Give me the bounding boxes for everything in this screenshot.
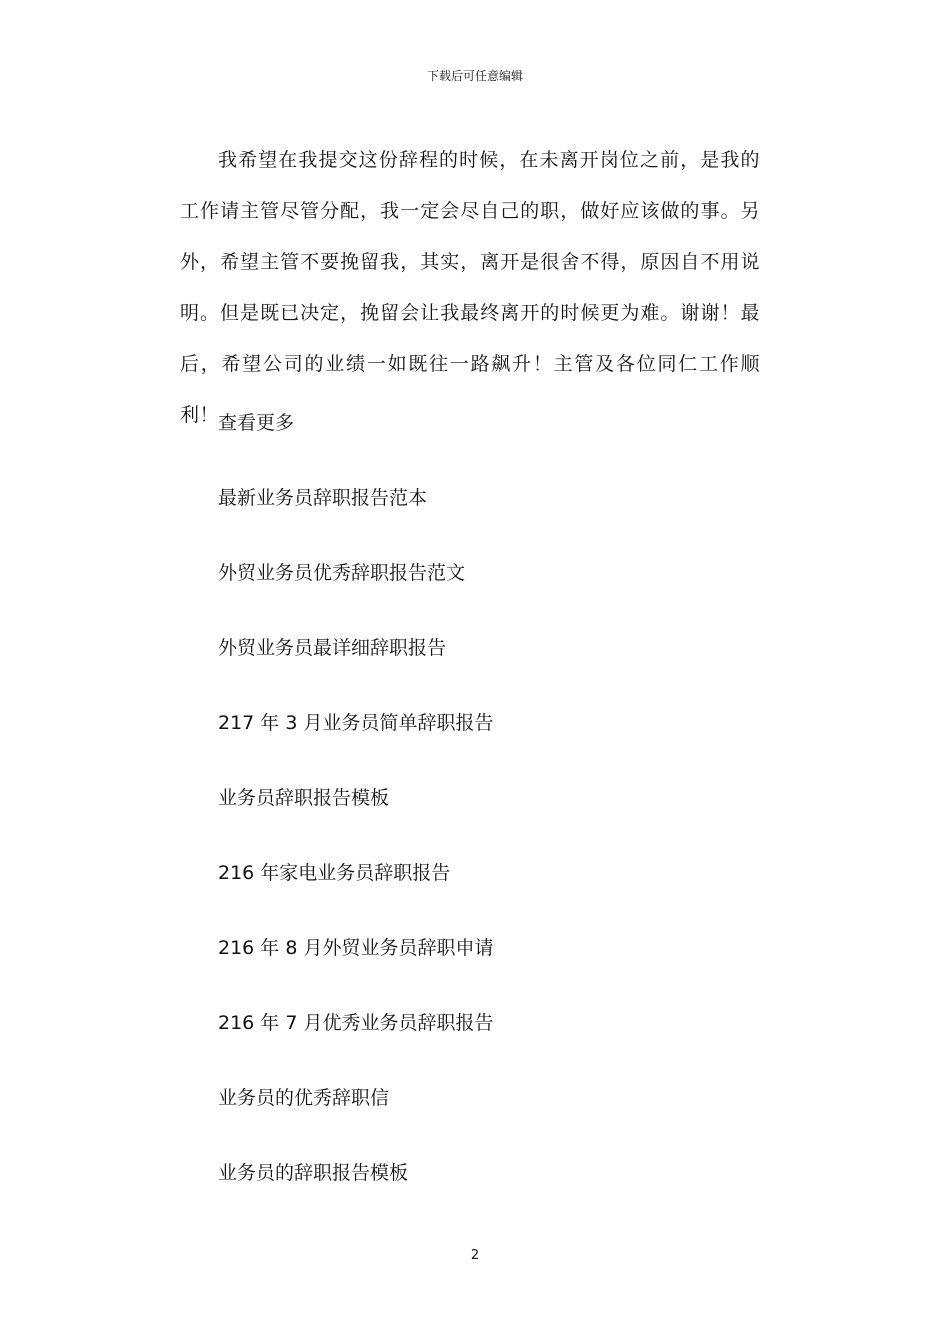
related-document-link[interactable]: 216 年 7 月优秀业务员辞职报告	[218, 1012, 494, 1034]
see-more-label: 查看更多	[218, 412, 295, 434]
document-body	[180, 135, 760, 441]
related-document-link[interactable]: 业务员的优秀辞职信	[218, 1087, 390, 1109]
related-document-link[interactable]: 业务员的辞职报告模板	[218, 1162, 409, 1184]
related-document-link[interactable]: 外贸业务员最详细辞职报告	[218, 637, 447, 659]
page-number: 2	[470, 1248, 480, 1263]
related-document-link[interactable]: 216 年家电业务员辞职报告	[218, 862, 451, 884]
page-header: 下载后可任意编辑	[426, 69, 523, 83]
related-documents-list	[218, 483, 493, 1233]
related-document-link[interactable]: 最新业务员辞职报告范本	[218, 487, 428, 509]
related-document-link[interactable]: 业务员辞职报告模板	[218, 787, 390, 809]
related-document-link[interactable]: 外贸业务员优秀辞职报告范文	[218, 562, 466, 584]
related-document-link[interactable]: 217 年 3 月业务员简单辞职报告	[218, 712, 494, 734]
resignation-paragraph: 我希望在我提交这份辞程的时候，在未离开岗位之前，是我的工作请主管尽管分配，我一定会尽自己的职，做好应该做的事。另外，希望主管不要挽留我，其实，离开是很舍不得，原因自不用说明。但是既已决定，挽留会让我最终离开的时候更为难。谢谢！最后，希望公司的业绩一如既往一路飙升！主管及各位同仁工作顺利！	[180, 149, 760, 426]
related-document-link[interactable]: 216 年 8 月外贸业务员辞职申请	[218, 937, 494, 959]
